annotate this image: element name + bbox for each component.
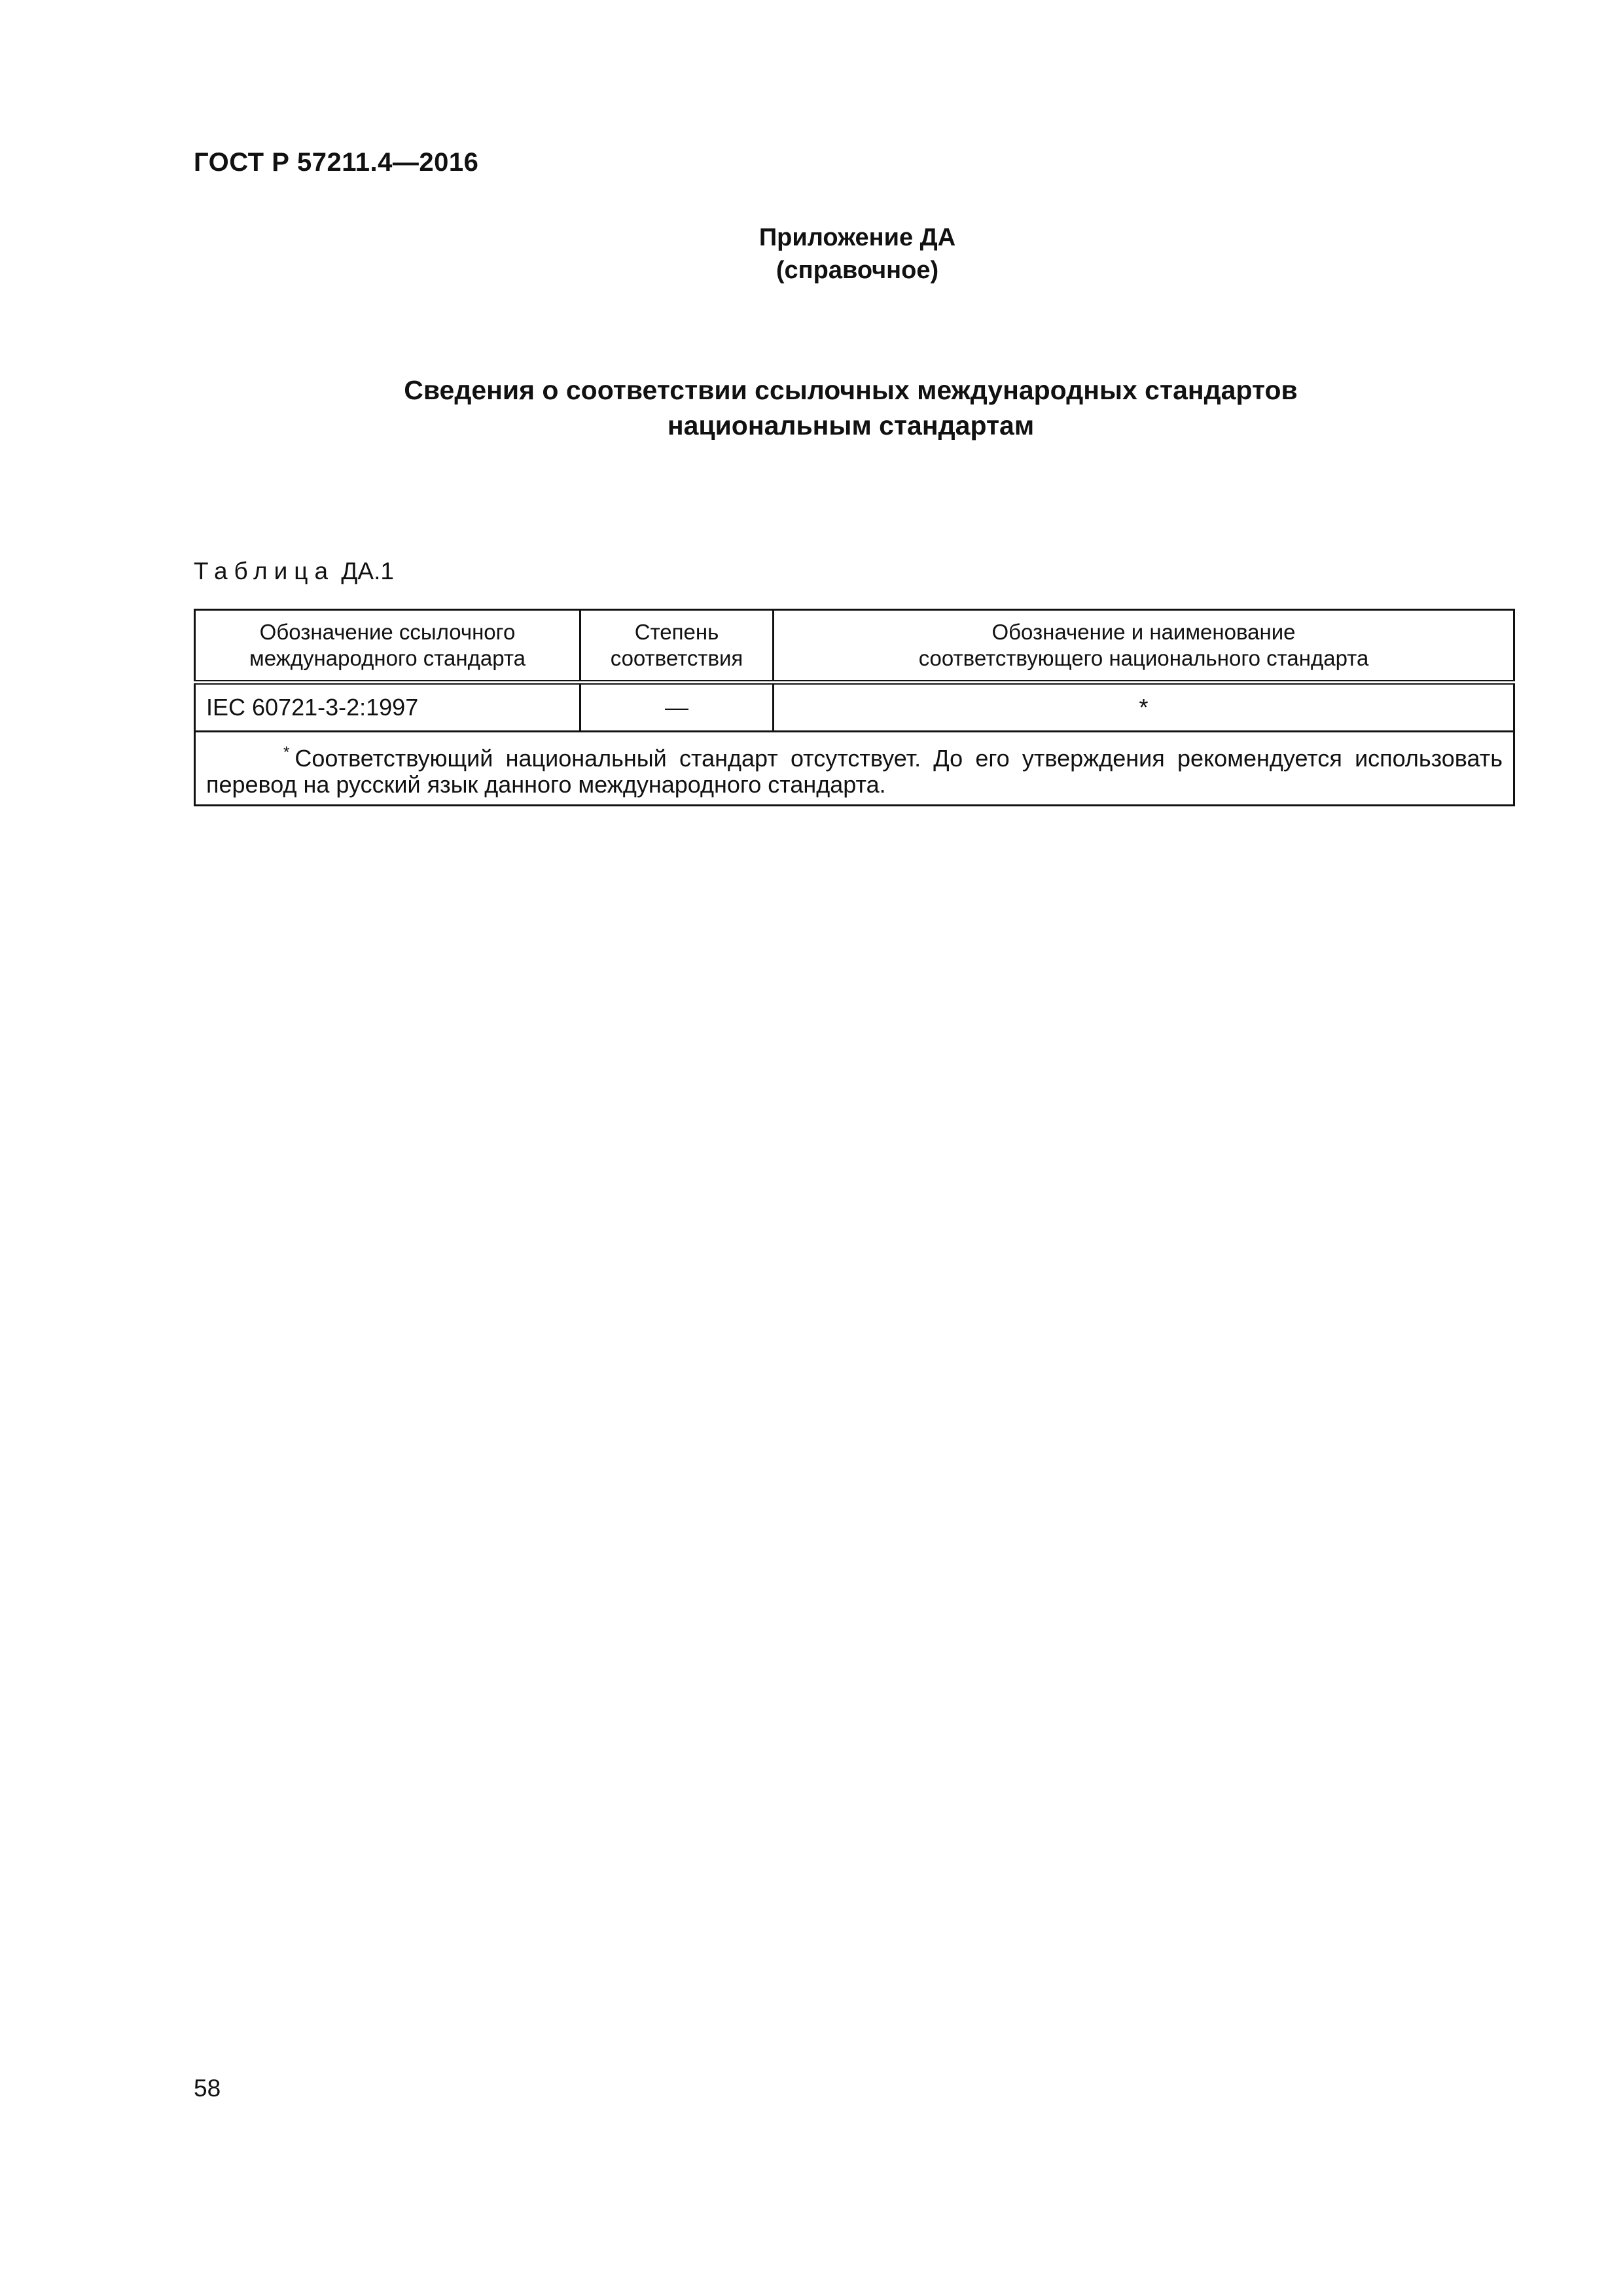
header-line: Обозначение и наименование xyxy=(991,620,1296,644)
document-code: ГОСТ Р 57211.4—2016 xyxy=(194,148,479,177)
cell-degree: — xyxy=(580,683,774,732)
header-line: международного стандарта xyxy=(249,646,526,670)
table-footnote-row xyxy=(195,732,1514,806)
column-header-national-standard xyxy=(774,610,1514,683)
section-title-line-1: Сведения о соответствии ссылочных международных стандартов xyxy=(404,375,1298,405)
page-number: 58 xyxy=(194,2075,221,2102)
standards-correspondence-table xyxy=(194,609,1515,806)
column-header-international-standard xyxy=(195,610,580,683)
cell-international-standard: IEC 60721-3-2:1997 xyxy=(195,683,580,732)
appendix-title: Приложение ДА xyxy=(758,224,956,251)
header-line: Обозначение ссылочного xyxy=(259,620,516,644)
footnote-mark: * xyxy=(283,743,290,761)
cell-national-standard: * xyxy=(774,683,1514,732)
header-line: соответствующего национального стандарта xyxy=(918,646,1369,670)
table-caption-label: Таблица xyxy=(194,558,335,584)
header-line: соответствия xyxy=(610,646,743,670)
table-row xyxy=(195,683,1514,732)
table-footnote xyxy=(195,732,1514,806)
table-caption-number: ДА.1 xyxy=(341,558,394,584)
footnote-text: Соответствующий национальный стандарт отсутствует. До его утверждения рекомендуется использовать перевод на русский язык данного международного стандарта. xyxy=(206,744,1503,798)
header-line: Степень xyxy=(634,620,719,644)
section-title-line-2: национальным стандартам xyxy=(667,410,1035,440)
appendix-type: (справочное) xyxy=(776,257,939,284)
column-header-degree xyxy=(580,610,774,683)
table-caption xyxy=(194,558,394,585)
table-header-row xyxy=(195,610,1514,683)
